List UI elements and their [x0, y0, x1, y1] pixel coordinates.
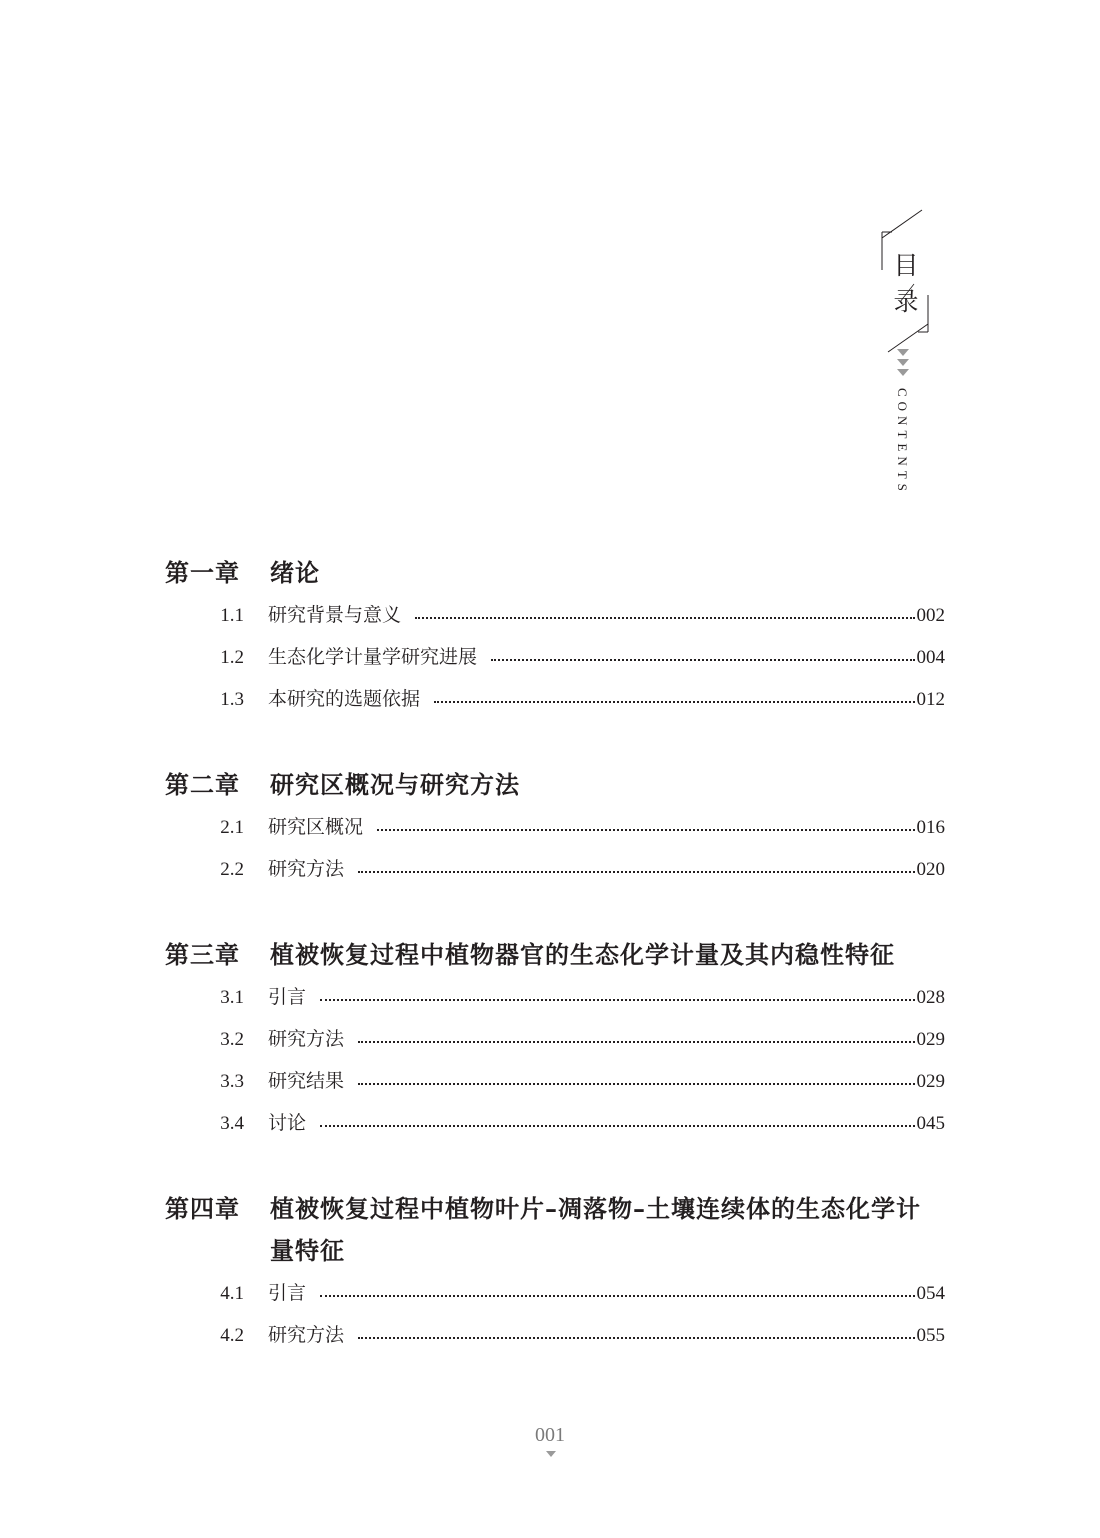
section-number: 3.2: [220, 1029, 244, 1050]
toc-entry[interactable]: [165, 1018, 945, 1060]
chapter-heading[interactable]: [165, 1188, 945, 1272]
dot-leader: [358, 1083, 914, 1085]
section-number: 4.2: [220, 1325, 244, 1346]
toc-subtitle: CONTENTS: [895, 388, 910, 496]
chapter-label: 第三章: [165, 940, 240, 969]
section-title: 研究背景与意义: [268, 604, 402, 626]
page-reference: 016: [916, 817, 945, 838]
chapter-1: [165, 552, 945, 720]
section-number: 2.2: [220, 859, 244, 880]
dot-leader: [358, 1041, 914, 1043]
toc-entry[interactable]: [165, 1102, 945, 1144]
section-title: 生态化学计量学研究进展: [268, 646, 478, 668]
section-title: 研究结果: [268, 1070, 345, 1092]
bracket-frame-icon: [870, 200, 950, 370]
dot-leader: [491, 659, 914, 661]
section-title: 研究方法: [268, 1324, 345, 1346]
chapter-title: 绪论: [270, 558, 320, 587]
toc-entry[interactable]: [165, 678, 945, 720]
toc-entry[interactable]: [165, 976, 945, 1018]
chapter-title: 植被恢复过程中植物器官的生态化学计量及其内稳性特征: [270, 940, 895, 969]
dot-leader: [320, 1125, 914, 1127]
section-title: 研究方法: [268, 1028, 345, 1050]
chapter-3: [165, 934, 945, 1144]
section-number: 3.4: [220, 1113, 244, 1134]
section-number: 1.1: [220, 605, 244, 626]
chapter-heading[interactable]: [165, 764, 945, 806]
chapter-title: 植被恢复过程中植物叶片–凋落物–土壤连续体的生态化学计量特征: [270, 1194, 921, 1265]
toc-header-ornament: [870, 200, 950, 520]
section-number: 2.1: [220, 817, 244, 838]
toc-entry[interactable]: [165, 594, 945, 636]
toc-entry[interactable]: [165, 848, 945, 890]
section-title: 研究区概况: [268, 816, 364, 838]
dot-leader: [320, 999, 914, 1001]
page-reference: 054: [916, 1283, 945, 1304]
chapter-2: [165, 764, 945, 890]
page-reference: 055: [916, 1325, 945, 1346]
section-title: 本研究的选题依据: [268, 688, 421, 710]
section-title: 研究方法: [268, 858, 345, 880]
dot-leader: [358, 1337, 914, 1339]
chapter-label: 第四章: [165, 1194, 240, 1223]
table-of-contents: [165, 552, 945, 1356]
chapter-title: 研究区概况与研究方法: [270, 770, 520, 799]
chapter-heading[interactable]: [165, 552, 945, 594]
chapter-label: 第一章: [165, 558, 240, 587]
dot-leader: [377, 829, 914, 831]
dot-leader: [415, 617, 914, 619]
toc-entry[interactable]: [165, 806, 945, 848]
page-reference: 029: [916, 1071, 945, 1092]
section-number: 4.1: [220, 1283, 244, 1304]
chapter-heading[interactable]: [165, 934, 945, 976]
triple-arrow-down-icon: [896, 349, 910, 377]
section-title: 引言: [268, 986, 307, 1008]
chapter-4: [165, 1188, 945, 1356]
dot-leader: [320, 1295, 914, 1297]
page-reference: 012: [916, 689, 945, 710]
section-number: 3.3: [220, 1071, 244, 1092]
triangle-down-icon: [546, 1451, 556, 1458]
page-reference: 029: [916, 1029, 945, 1050]
toc-title-char: 录: [893, 287, 919, 316]
section-number: 1.3: [220, 689, 244, 710]
toc-entry[interactable]: [165, 1272, 945, 1314]
page-number: 001: [535, 1424, 565, 1446]
toc-title-char: 目: [893, 251, 919, 280]
section-title: 引言: [268, 1282, 307, 1304]
page-reference: 004: [916, 647, 945, 668]
section-number: 1.2: [220, 647, 244, 668]
toc-entry[interactable]: [165, 636, 945, 678]
dot-leader: [358, 871, 914, 873]
toc-entry[interactable]: [165, 1314, 945, 1356]
section-title: 讨论: [268, 1112, 307, 1134]
page-reference: 002: [916, 605, 945, 626]
page-reference: 020: [916, 859, 945, 880]
toc-entry[interactable]: [165, 1060, 945, 1102]
section-number: 3.1: [220, 987, 244, 1008]
chapter-label: 第二章: [165, 770, 240, 799]
dot-leader: [434, 701, 914, 703]
page-reference: 028: [916, 987, 945, 1008]
page-reference: 045: [916, 1113, 945, 1134]
